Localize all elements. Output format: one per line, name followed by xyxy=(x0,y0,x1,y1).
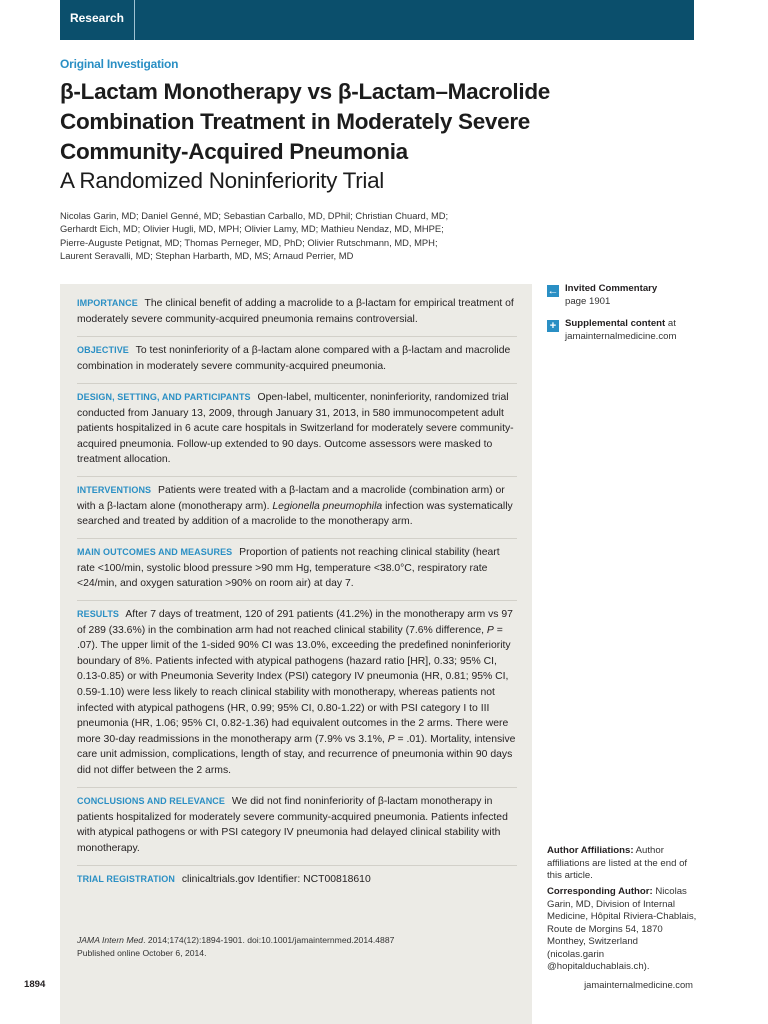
plus-icon: + xyxy=(547,320,559,332)
title-line: Combination Treatment in Moderately Severe xyxy=(60,109,531,134)
abstract-registration xyxy=(77,872,517,888)
divider xyxy=(77,600,517,601)
title-line: β-Lactam Monotherapy vs β-Lactam–Macrolide xyxy=(60,79,550,104)
section-text: = .01). Mortality, intensive care unit admission, complications, length of stay, and recurrence of pneumonia within 90 days did not differ between the 2 arms. xyxy=(77,733,516,776)
abstract-design xyxy=(77,390,517,468)
author-line: Laurent Seravalli, MD; Stephan Harbarth, MD, MS; Arnaud Perrier, MD xyxy=(60,249,354,261)
corresponding-label: Corresponding Author: xyxy=(547,886,653,897)
abstract-objective xyxy=(77,343,517,374)
trial-identifier[interactable]: clinicaltrials.gov Identifier: NCT00818610 xyxy=(181,874,371,885)
article-type: Original Investigation xyxy=(60,57,179,71)
section-text: Patients were treated with a β-lactam and a macrolide (combination arm) or with a β-lactam alone (monotherapy arm). xyxy=(77,485,505,512)
supplemental-url[interactable]: jamainternalmedicine.com xyxy=(565,331,677,342)
commentary-label: Invited Commentary xyxy=(565,283,658,294)
abstract-outcomes xyxy=(77,545,517,592)
publication-date: Published online October 6, 2014. xyxy=(77,947,207,958)
affiliations-text: Author affiliations are listed at the end of this article. xyxy=(547,845,688,881)
article-subtitle: A Randomized Noninferiority Trial xyxy=(60,168,384,193)
corresponding-text: Nicolas Garin, MD, Division of Internal Medicine, Hôpital Riviera-Chablais, Route de Morgins 54, 1870 Monthey, Switzerland (nicolas.garin @hopitalduchablais.ch). xyxy=(547,886,697,972)
affiliations-label: Author Affiliations: xyxy=(547,845,634,856)
p-symbol: P xyxy=(486,624,494,636)
author-line: Gerhardt Eich, MD; Olivier Hugli, MD, MPH; Olivier Lamy, MD; Mathieu Nendaz, MD, MHPE; xyxy=(60,223,444,235)
citation-text[interactable]: . 2014;174(12):1894-1901. doi:10.1001/jamainternmed.2014.4887 xyxy=(143,935,395,945)
footer-url[interactable]: jamainternalmedicine.com xyxy=(584,979,693,990)
abstract-importance xyxy=(77,296,517,327)
arrow-left-icon: ← xyxy=(547,285,559,297)
author-line: Pierre-Auguste Petignat, MD; Thomas Perneger, MD, PhD; Olivier Rutschmann, MD, MPH; xyxy=(60,236,438,248)
commentary-page: page 1901 xyxy=(565,296,611,307)
journal-name: JAMA Intern Med xyxy=(77,935,144,945)
section-heading: INTERVENTIONS xyxy=(77,485,152,495)
author-list xyxy=(60,209,460,262)
supplemental-content-link[interactable] xyxy=(565,317,705,343)
author-affiliations xyxy=(547,845,697,883)
divider xyxy=(77,383,517,384)
supplemental-label: Supplemental content xyxy=(565,318,666,329)
abstract-results xyxy=(77,607,517,779)
divider xyxy=(77,336,517,337)
p-symbol: P xyxy=(387,733,395,745)
section-text: = .07). The upper limit of the 1-sided 90% CI was 13.0%, exceeding the predefined noninferiority boundary of 8%. Patients infected with atypical pathogens (hazard ratio [HR], 0.33; 95% CI, 0.13-0.85) or with Pneumonia Severity Index (PSI) category IV pneumonia (HR, 0.81; 95% CI, 0.59-1.10) were less likely to reach clinical stability with monotherapy, whereas patients not infected with atypical pathogens (HR, 0.99; 95% CI, 0.80-1.22) or with PSI category I to III pneumonia (HR, 1.06; 95% CI, 0.82-1.36) had equivalent outcomes in the 2 arms. There were more 30-day readmissions in the monotherapy arm (7.9% vs 3.1%, xyxy=(77,624,511,745)
section-text: To test noninferiority of a β-lactam alone compared with a β-lactam and macrolide combination in moderately severe community-acquired pneumonia. xyxy=(77,345,511,372)
article-title xyxy=(60,77,680,167)
section-text: Open-label, multicenter, noninferiority, randomized trial conducted from January 13, 2009, through January 31, 2013, in 580 immunocompetent adult patients hospitalized in 6 acute care hospitals in Switzerland for moderately severe community-acquired pneumonia. Follow-up extended to 90 days. Outcome assessors were masked to treatment allocation. xyxy=(77,392,514,466)
divider xyxy=(77,476,517,477)
section-text: We did not find noninferiority of β-lactam monotherapy in patients hospitalized for moderately severe community-acquired pneumonia. Patients infected with atypical pathogens or with PSI category IV pneumonia had delayed clinical stability with monotherapy. xyxy=(77,796,508,854)
section-text: The clinical benefit of adding a macrolide to a β-lactam for empirical treatment of moderately severe community-acquired pneumonia remains controversial. xyxy=(77,298,514,325)
section-heading: IMPORTANCE xyxy=(77,298,138,308)
section-text: Proportion of patients not reaching clinical stability (heart rate <100/min, systolic blood pressure >90 mm Hg, temperature <38.0°C, respiratory rate <24/min, and oxygen saturation >90% on room air) at day 7. xyxy=(77,547,500,590)
section-heading: TRIAL REGISTRATION xyxy=(77,874,175,884)
supplemental-at: at xyxy=(667,318,676,329)
author-line: Nicolas Garin, MD; Daniel Genné, MD; Sebastian Carballo, MD, DPhil; Christian Chuard, MD; xyxy=(60,210,449,221)
section-label: Research xyxy=(60,0,135,40)
divider xyxy=(77,538,517,539)
page-number: 1894 xyxy=(24,979,46,990)
section-heading: OBJECTIVE xyxy=(77,345,129,355)
corresponding-author xyxy=(547,886,697,974)
header-bar xyxy=(60,0,694,40)
abstract-box xyxy=(60,284,532,1024)
organism-name: Legionella pneumophila xyxy=(272,500,383,512)
divider xyxy=(77,787,517,788)
abstract-interventions xyxy=(77,483,517,530)
section-text: After 7 days of treatment, 120 of 291 patients (41.2%) in the monotherapy arm vs 97 of 289 (33.6%) in the combination arm had not reached clinical stability (7.6% difference, xyxy=(77,609,513,636)
section-heading: CONCLUSIONS AND RELEVANCE xyxy=(77,796,226,806)
section-text: infection was systematically searched and treated by addition of a macrolide to the monotherapy arm. xyxy=(77,500,513,528)
divider xyxy=(77,865,517,866)
title-line: Community-Acquired Pneumonia xyxy=(60,139,408,164)
section-heading: MAIN OUTCOMES AND MEASURES xyxy=(77,547,233,557)
section-heading: DESIGN, SETTING, AND PARTICIPANTS xyxy=(77,392,251,402)
section-heading: RESULTS xyxy=(77,609,120,619)
abstract-conclusions xyxy=(77,794,517,856)
citation xyxy=(77,934,517,959)
invited-commentary-link[interactable] xyxy=(565,282,705,308)
